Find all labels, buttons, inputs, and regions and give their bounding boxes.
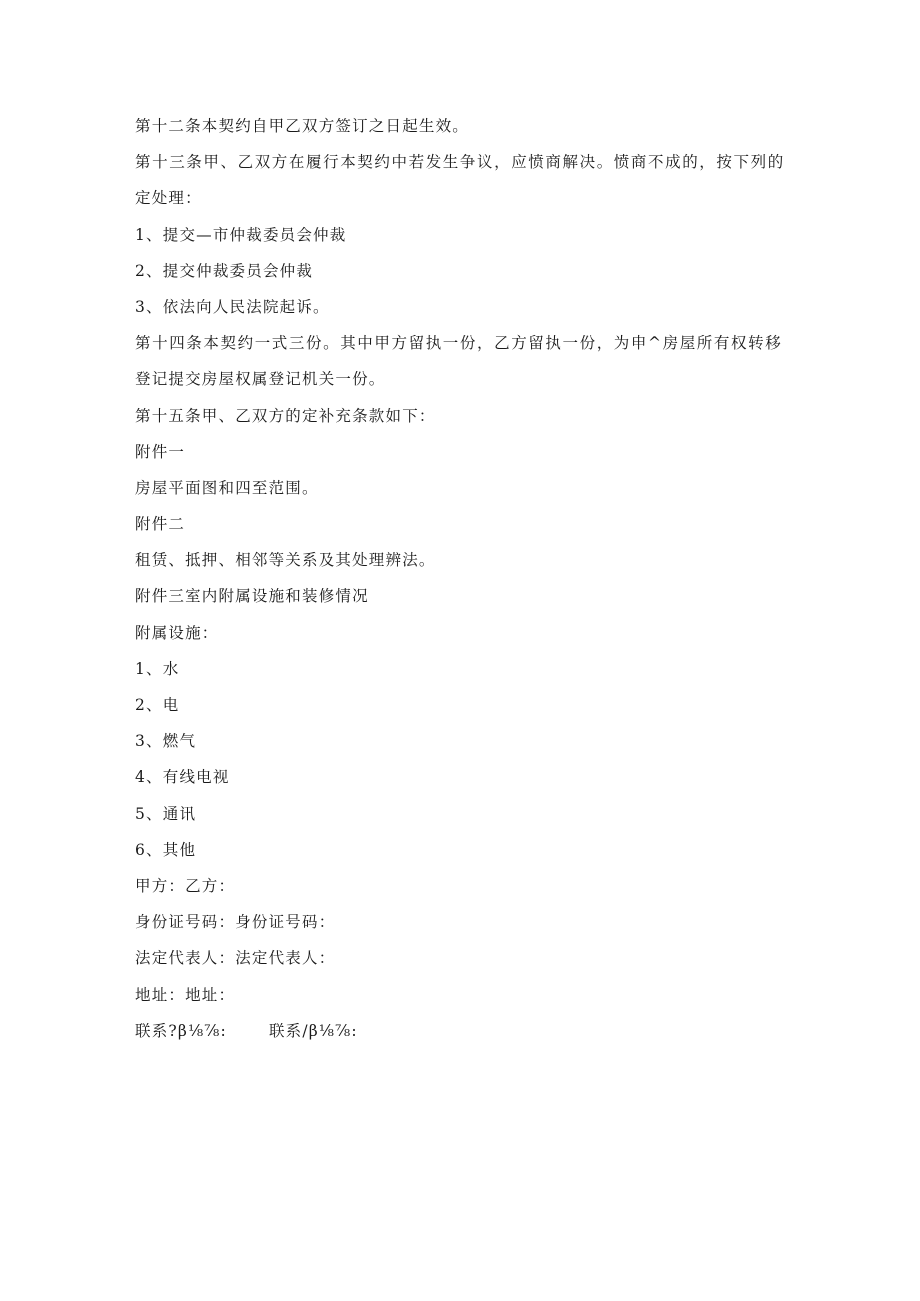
id-number-line: 身份证号码：身份证号码： <box>135 913 336 932</box>
party-line: 甲方：乙方： <box>135 876 236 895</box>
facility-item: 5、通讯 <box>135 804 197 823</box>
dispute-option-2: 2、提交仲裁委员会仲裁 <box>135 261 314 280</box>
attachment-2-text: 租赁、抵押、相邻等关系及其处理辨法。 <box>135 551 436 570</box>
dispute-option-1: 1、提交—市仲裁委员会仲裁 <box>135 225 347 244</box>
clause-12: 第十二条本契约自甲乙双方签订之日起生效。 <box>135 117 470 135</box>
contact-party-b: 联系/β⅛⅞: <box>268 1021 358 1040</box>
clause-15: 第十五条甲、乙双方的定补充条款如下： <box>135 406 436 425</box>
attachment-2-heading: 附件二 <box>135 515 186 534</box>
address-line: 地址：地址： <box>135 985 236 1004</box>
attachment-1-heading: 附件一 <box>135 442 186 461</box>
dispute-option-3: 3、依法向人民法院起诉。 <box>135 297 330 316</box>
attachment-1-text: 房屋平面图和四至范围。 <box>135 478 319 497</box>
clause-13: 第十三条甲、乙双方在履行本契约中若发生争议，应愤商解决。愤商不成的，按下列的 <box>135 153 785 172</box>
facility-item: 4、有线电视 <box>135 768 230 787</box>
clause-14-continued: 登记提交房屋权属登记机关一份。 <box>135 370 386 389</box>
attachment-3-heading: 附件三室内附属设施和装修情况 <box>135 587 369 606</box>
contact-party-a: 联系?β⅛⅞: <box>135 1021 227 1040</box>
facility-item: 6、其他 <box>135 840 197 859</box>
facility-item: 1、水 <box>135 659 180 678</box>
facility-item: 3、燃气 <box>135 732 197 751</box>
facilities-heading: 附属设施： <box>135 623 219 642</box>
clause-13-continued: 定处理： <box>135 189 202 208</box>
facility-item: 2、电 <box>135 696 180 714</box>
contract-body <box>135 108 785 1049</box>
contact-line <box>135 1013 785 1049</box>
legal-representative-line: 法定代表人：法定代表人： <box>135 949 336 968</box>
clause-14: 第十四条本契约一式三份。其中甲方留执一份，乙方留执一份，为申^房屋所有权转移 <box>135 334 783 353</box>
